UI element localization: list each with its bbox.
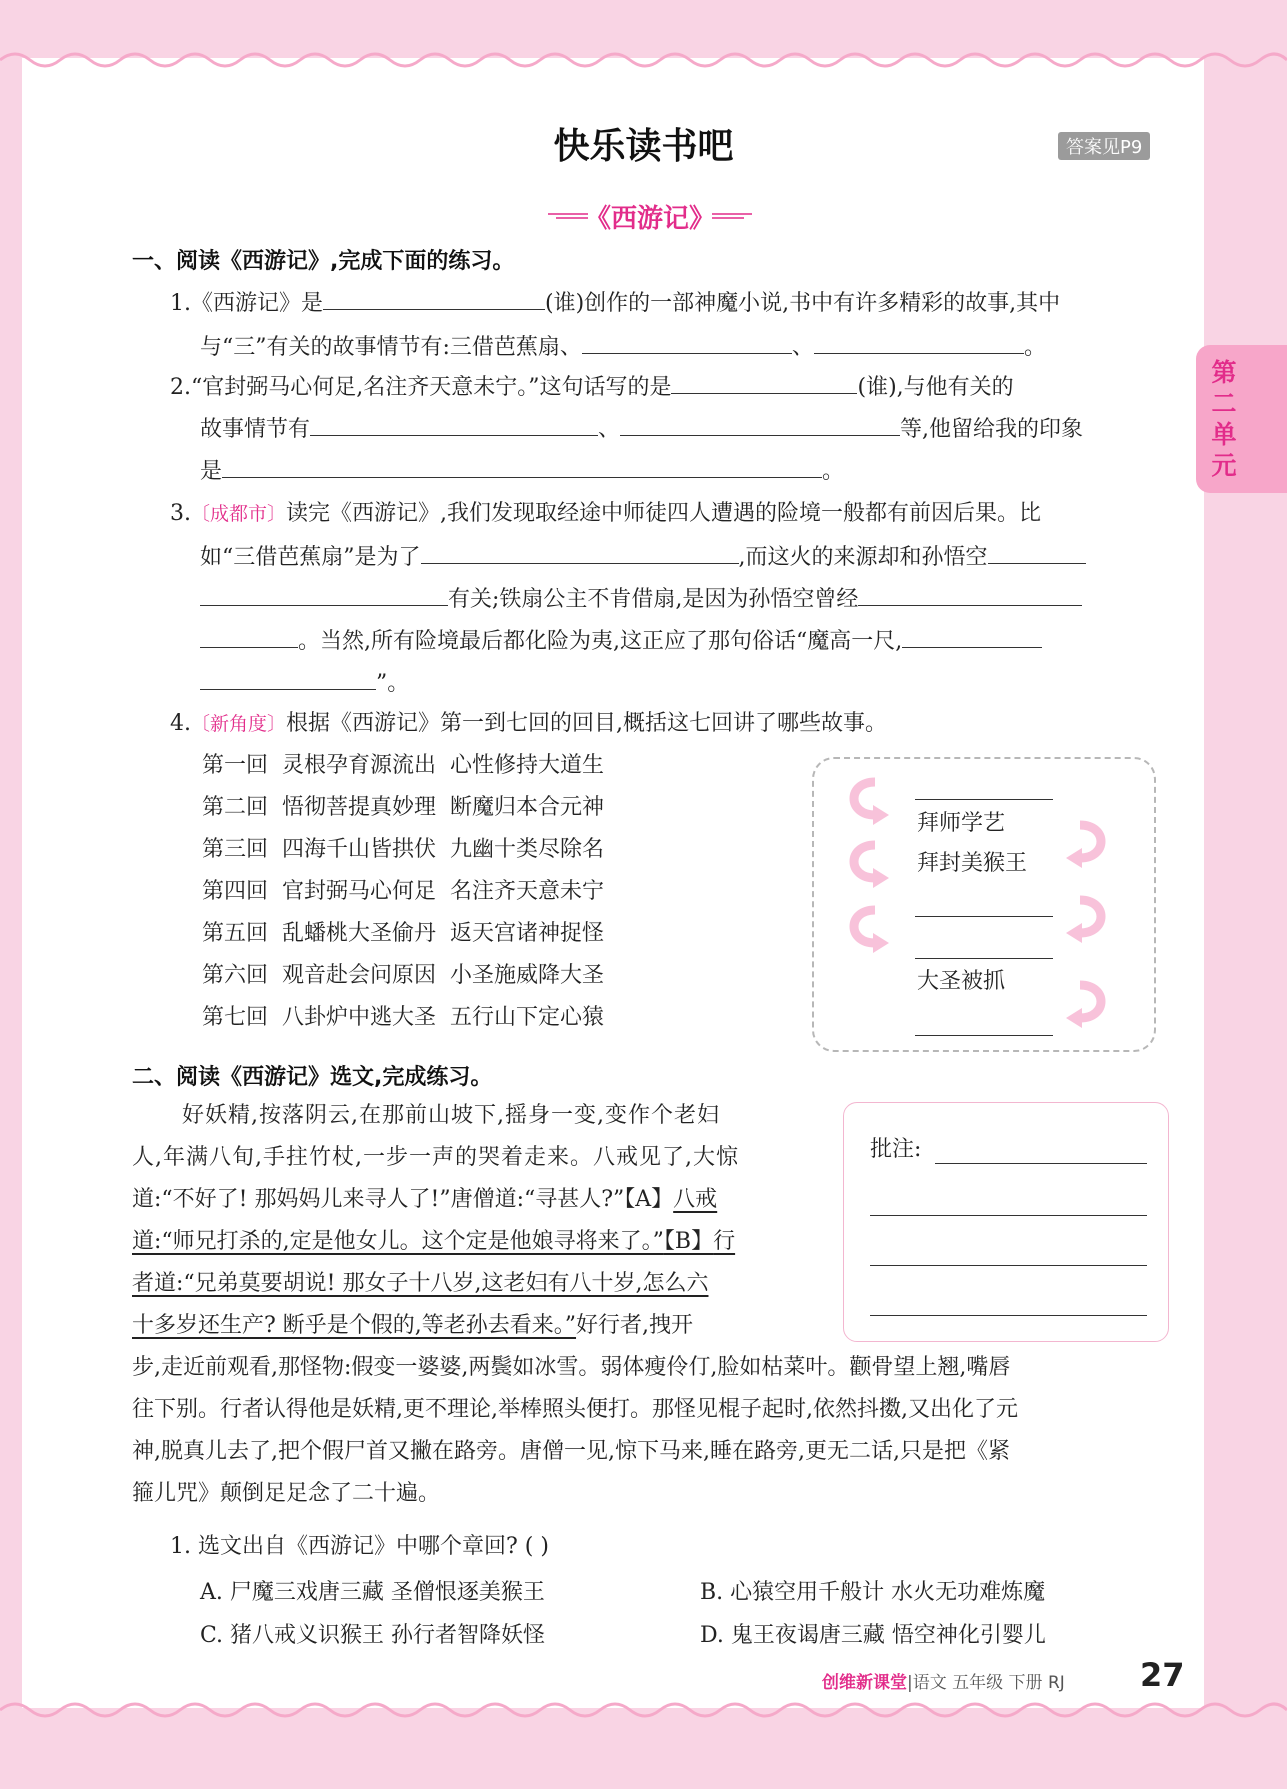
passage-line: 者道:“兄弟莫要胡说! 那女子十八岁,这老妇有八十岁,怎么六 bbox=[132, 1271, 709, 1296]
q2-text-d: 、 bbox=[598, 417, 621, 442]
flow-arrows-left-icon bbox=[835, 770, 895, 1000]
q2-story-blank-1[interactable] bbox=[310, 412, 598, 436]
q1-text-c: 与“三”有关的故事情节有:三借芭蕉扇、 bbox=[200, 335, 582, 360]
flow-step: 拜师学艺 bbox=[917, 811, 1006, 836]
option-d[interactable]: D. 鬼王夜谒唐三藏 悟空神化引婴儿 bbox=[700, 1623, 1046, 1648]
annotation-blank-2[interactable] bbox=[870, 1192, 1147, 1216]
unit-label: 第二单元 bbox=[1211, 358, 1237, 480]
question-3-line-4 bbox=[200, 624, 1042, 658]
flow-step: 大圣被抓 bbox=[917, 969, 1006, 994]
chapter-row: 第七回 八卦炉中逃大圣 五行山下定心猿 bbox=[202, 1005, 604, 1030]
chapter-row: 第六回 观音赴会问原因 小圣施威降大圣 bbox=[202, 963, 604, 988]
book-title: 《西游记》 bbox=[584, 204, 715, 234]
passage-line: 步,走近前观看,那怪物:假变一婆婆,两鬓如冰雪。弱体瘦伶仃,脸如枯菜叶。颧骨望上翘,嘴唇 bbox=[132, 1355, 1011, 1380]
passage-line bbox=[132, 1184, 717, 1216]
flow-arrows-right-icon bbox=[1060, 810, 1120, 1050]
q1-author-blank[interactable] bbox=[323, 286, 545, 310]
q3-source-blank-b[interactable] bbox=[200, 582, 448, 606]
marker-b: 【B】 bbox=[663, 1229, 714, 1254]
chapter-row: 第二回 悟彻菩提真妙理 断魔归本合元神 bbox=[202, 795, 604, 820]
q2-text-e: 等,他留给我的印象 bbox=[900, 417, 1084, 442]
q2-text-c: 故事情节有 bbox=[200, 417, 311, 442]
option-a[interactable]: A. 尸魔三戏唐三藏 圣僧恨逐美猴王 bbox=[200, 1580, 545, 1605]
page-title: 快乐读书吧 bbox=[553, 126, 734, 167]
chapter-list bbox=[202, 745, 604, 1039]
unit-side-tab bbox=[1196, 345, 1287, 493]
question-3-line-3 bbox=[200, 582, 1082, 616]
q3-reason-blank-a[interactable] bbox=[858, 582, 1082, 606]
q2-text-g: 。 bbox=[822, 459, 845, 484]
q1-text-e: 。 bbox=[1023, 335, 1046, 360]
question-3-line-1 bbox=[170, 498, 1041, 530]
option-b[interactable]: B. 心猿空用千般计 水火无功难炼魔 bbox=[700, 1580, 1046, 1605]
q4-type-tag: 〔新角度〕 bbox=[191, 713, 287, 735]
passage-line: 神,脱真儿去了,把个假尸首又撇在路旁。唐僧一见,惊下马来,睡在路旁,更无二话,只是把《紧 bbox=[132, 1439, 1010, 1464]
q3-region-tag: 〔成都市〕 bbox=[191, 503, 287, 525]
passage-line bbox=[132, 1226, 735, 1258]
question-2-line-2 bbox=[200, 412, 1083, 446]
q1-story-blank-1[interactable] bbox=[582, 330, 792, 354]
q2-text-a: 2.“官封弼马心何足,名注齐天意未宁。”这句话写的是 bbox=[170, 375, 672, 400]
q3-text-e: 。当然,所有险境最后都化险为夷,这正应了那句俗话“魔高一尺, bbox=[298, 629, 903, 654]
passage-segment: 道:“不好了! 那妈妈儿来寻人了!”唐僧道:“寻甚人?”【A】 bbox=[132, 1187, 674, 1212]
q2-impression-blank[interactable] bbox=[222, 454, 822, 478]
annotation-blank-3[interactable] bbox=[870, 1242, 1147, 1266]
footer-course-info: 语文 五年级 下册 RJ bbox=[912, 1673, 1065, 1693]
q1-story-blank-2[interactable] bbox=[814, 330, 1024, 354]
q1-text-d: 、 bbox=[791, 335, 814, 360]
section-1-heading: 一、阅读《西游记》,完成下面的练习。 bbox=[132, 249, 515, 274]
footer-brand: 创维新课堂 bbox=[822, 1673, 907, 1693]
q3-reason-blank-b[interactable] bbox=[200, 624, 298, 648]
q4-text: 根据《西游记》第一到七回的回目,概括这七回讲了哪些故事。 bbox=[286, 711, 888, 736]
q3-number: 3. bbox=[170, 501, 191, 526]
q2-who-blank[interactable] bbox=[671, 370, 857, 394]
q4-number: 4. bbox=[170, 711, 191, 736]
underlined-segment-a: 八戒 bbox=[673, 1187, 718, 1212]
annotation-label: 批注: bbox=[870, 1137, 922, 1162]
question-2-line-3 bbox=[200, 454, 844, 488]
section-2-heading: 二、阅读《西游记》选文,完成练习。 bbox=[132, 1065, 493, 1090]
passage-line: 箍儿咒》颠倒足足念了二十遍。 bbox=[132, 1481, 441, 1506]
q3-text-f: ”。 bbox=[376, 671, 410, 696]
flow-step: 拜封美猴王 bbox=[917, 851, 1028, 876]
q2-story-blank-2[interactable] bbox=[620, 412, 900, 436]
passage-line bbox=[132, 1310, 693, 1342]
top-wave-border bbox=[0, 40, 1287, 80]
passage-segment: 好行者,拽开 bbox=[576, 1313, 694, 1338]
title-deco-right-icon bbox=[712, 212, 752, 220]
q1-text-a: 1.《西游记》是 bbox=[170, 291, 323, 316]
option-c[interactable]: C. 猪八戒义识猴王 孙行者智降妖怪 bbox=[200, 1623, 546, 1648]
q3-proverb-blank-a[interactable] bbox=[902, 624, 1042, 648]
annotation-blank-1[interactable] bbox=[935, 1140, 1147, 1164]
q3-source-blank-a[interactable] bbox=[988, 540, 1086, 564]
question-2-line-1 bbox=[170, 370, 1014, 404]
q3-text-c: ,而这火的来源却和孙悟空 bbox=[738, 545, 988, 570]
bottom-wave-border bbox=[0, 1690, 1287, 1730]
page-number: 27 bbox=[1140, 1656, 1185, 1694]
flow-blank-4[interactable] bbox=[915, 1012, 1053, 1036]
chapter-row: 第一回 灵根孕育源流出 心性修持大道生 bbox=[202, 753, 604, 778]
chapter-row: 第四回 官封弼马心何足 名注齐天意未宁 bbox=[202, 879, 604, 904]
passage-line: 往下别。行者认得他是妖精,更不理论,举棒照头便打。那怪见棍子起时,依然抖擞,又出化了元 bbox=[132, 1397, 1018, 1422]
q3-text-d: 有关;铁扇公主不肯借扇,是因为孙悟空曾经 bbox=[448, 587, 859, 612]
footer-separator: | bbox=[907, 1673, 913, 1693]
question-1-line-2 bbox=[200, 330, 1046, 364]
flow-blank-3[interactable] bbox=[915, 935, 1053, 959]
question-3-line-2 bbox=[200, 540, 1086, 574]
annotation-blank-4[interactable] bbox=[870, 1292, 1147, 1316]
chapter-row: 第五回 乱蟠桃大圣偷丹 返天宫诸神捉怪 bbox=[202, 921, 604, 946]
question-3-line-5 bbox=[200, 666, 409, 700]
q2-text-f: 是 bbox=[200, 459, 223, 484]
underlined-segment-b: 行 bbox=[713, 1229, 736, 1254]
underlined-segment-b: 十多岁还生产? 断乎是个假的,等老孙去看来。” bbox=[132, 1313, 577, 1338]
passage-line: 人,年满八旬,手拄竹杖,一步一声的哭着走来。八戒见了,大惊 bbox=[132, 1145, 739, 1170]
underlined-segment-a: 道:“师兄打杀的,定是他女儿。这个定是他娘寻将来了。” bbox=[132, 1229, 664, 1254]
answer-reference-badge: 答案见P9 bbox=[1058, 132, 1150, 160]
q1-text-b: (谁)创作的一部神魔小说,书中有许多精彩的故事,其中 bbox=[545, 291, 1061, 316]
q3-proverb-blank-b[interactable] bbox=[200, 666, 376, 690]
q2-text-b: (谁),与他有关的 bbox=[857, 375, 1014, 400]
q3-purpose-blank[interactable] bbox=[421, 540, 739, 564]
question-4-line-1 bbox=[170, 708, 887, 740]
footer-info bbox=[822, 1668, 1065, 1693]
question-2-1: 1. 选文出自《西游记》中哪个章回? ( ) bbox=[170, 1534, 549, 1559]
flow-blank-1[interactable] bbox=[915, 776, 1053, 800]
q3-text-b: 如“三借芭蕉扇”是为了 bbox=[200, 545, 421, 570]
flow-blank-2[interactable] bbox=[915, 893, 1053, 917]
passage-line: 好妖精,按落阴云,在那前山坡下,摇身一变,变作个老妇 bbox=[182, 1103, 720, 1128]
chapter-row: 第三回 四海千山皆拱伏 九幽十类尽除名 bbox=[202, 837, 604, 862]
q3-text-a: 读完《西游记》,我们发现取经途中师徒四人遭遇的险境一般都有前因后果。比 bbox=[286, 501, 1042, 526]
question-1-line-1 bbox=[170, 286, 1060, 320]
